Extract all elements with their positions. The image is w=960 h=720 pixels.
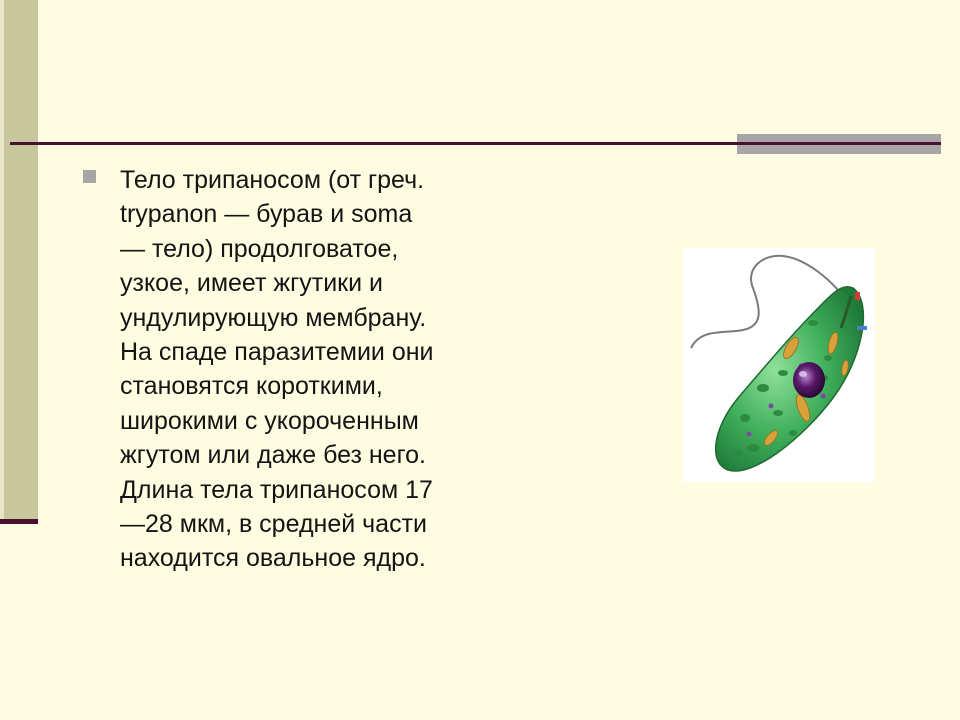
text-line: жгутом или даже без него.	[120, 441, 427, 470]
text-line: ундулирующую мембрану.	[120, 303, 427, 332]
bullet-text	[120, 163, 490, 576]
text-line: Длина тела трипаносом 17	[120, 475, 433, 504]
sidebar-highlight	[0, 0, 4, 520]
bullet-icon	[83, 170, 96, 183]
trypanosome-cell-icon	[683, 248, 875, 482]
text-line: —28 мкм, в средней части	[120, 510, 427, 539]
text-line: На спаде паразитемии они	[120, 338, 434, 367]
sidebar-bottom-rule	[0, 519, 38, 524]
sidebar-decoration	[0, 0, 38, 520]
text-line: Тело трипаносом (от греч.	[120, 166, 425, 194]
text-line: широкими с укороченным	[120, 406, 419, 435]
trypanosome-illustration	[683, 248, 875, 482]
text-line: — тело) продолговатое,	[120, 234, 399, 263]
text-line: становятся короткими,	[120, 372, 383, 401]
title-accent-rule	[737, 142, 941, 145]
text-line: trypanon — бурав и soma	[120, 200, 413, 229]
text-line: узкое, имеет жгутики и	[120, 269, 383, 298]
text-line: находится овальное ядро.	[120, 544, 426, 573]
